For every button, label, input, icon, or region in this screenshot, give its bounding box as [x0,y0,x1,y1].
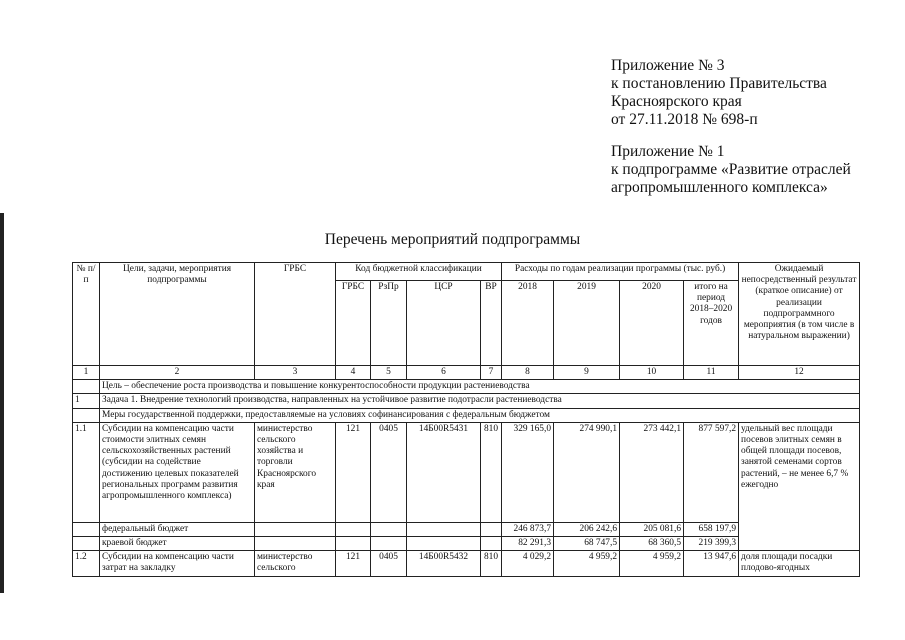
header-code-vr: ВР [481,281,502,366]
annex-line: к подпрограмме «Развитие отраслей [611,161,851,178]
column-number: 2 [100,366,255,380]
scan-edge-line [0,213,4,593]
empty-cell [73,380,100,394]
item-num: 1.2 [73,551,100,577]
annex-line: агропромышленного комплекса» [611,179,828,196]
regional-budget-label: краевой бюджет [100,537,255,551]
empty-cell [73,408,100,422]
item-result: доля площади посадки плодово-ягодных [739,551,860,577]
item-y2020: 4 959,2 [620,551,684,577]
regional-total: 219 399,3 [684,537,739,551]
measures-table [72,262,860,577]
header-year-2018: 2018 [502,281,554,366]
column-number: 7 [481,366,502,380]
task-text: Задача 1. Внедрение технологий производства, направленных на устойчивое развитие подотрасли растениеводства [100,394,860,408]
annex-line: Приложение № 3 [611,57,725,74]
empty-cell [255,537,336,551]
table-row [73,551,860,577]
item-result: удельный вес площади посевов элитных семян в общей площади посевов, занятой семенами сортов растений, – не менее 6,7 % ежегодно [739,422,860,550]
item-rzpr: 0405 [371,551,407,577]
measures-row [73,408,860,422]
header-row [73,263,860,281]
item-y2018: 329 165,0 [502,422,554,522]
header-num: № п/п [73,263,100,366]
column-number: 8 [502,366,554,380]
annex-line: от 27.11.2018 № 698-п [611,111,758,128]
regional-y2019: 68 747,5 [554,537,620,551]
item-csr: 14Б00R5431 [407,422,481,522]
column-number: 12 [739,366,860,380]
annex-line: Красноярского края [611,93,742,110]
empty-cell [73,537,100,551]
empty-cell [371,522,407,536]
task-row [73,394,860,408]
item-vr: 810 [481,422,502,522]
empty-cell [73,522,100,536]
table-row [73,422,860,522]
empty-cell [336,537,371,551]
item-grbs: министерство сельского хозяйства и торговли Красноярского края [255,422,336,522]
item-y2018: 4 029,2 [502,551,554,577]
document-title: Перечень мероприятий подпрограммы [324,231,581,248]
federal-y2019: 206 242,6 [554,522,620,536]
regional-y2018: 82 291,3 [502,537,554,551]
regional-y2020: 68 360,5 [620,537,684,551]
item-y2020: 273 442,1 [620,422,684,522]
header-grbs: ГРБС [255,263,336,366]
empty-cell [407,537,481,551]
item-vr: 810 [481,551,502,577]
annex-line: к постановлению Правительства [611,75,827,92]
item-code-grbs: 121 [336,551,371,577]
column-number-row [73,366,860,380]
annex-header-resolution [611,57,827,129]
empty-cell [481,537,502,551]
task-num: 1 [73,394,100,408]
item-grbs: министерство сельского [255,551,336,577]
item-rzpr: 0405 [371,422,407,522]
item-y2019: 274 990,1 [554,422,620,522]
federal-total: 658 197,9 [684,522,739,536]
header-year-2020: 2020 [620,281,684,366]
header-code-csr: ЦСР [407,281,481,366]
header-goals: Цели, задачи, мероприятия подпрограммы [100,263,255,366]
item-num: 1.1 [73,422,100,522]
federal-budget-label: федеральный бюджет [100,522,255,536]
empty-cell [407,522,481,536]
item-code-grbs: 121 [336,422,371,522]
item-total: 13 947,6 [684,551,739,577]
annex-line: Приложение № 1 [611,143,725,160]
column-number: 5 [371,366,407,380]
header-total: итого на период 2018–2020 годов [684,281,739,366]
empty-cell [481,522,502,536]
goal-row [73,380,860,394]
item-total: 877 597,2 [684,422,739,522]
item-name: Субсидии на компенсацию части стоимости элитных семян сельскохозяйственных растений (субсидии на содействие достижению целевых показателей региональных программ развития агропромышленного комплекса) [100,422,255,522]
column-number: 10 [620,366,684,380]
column-number: 9 [554,366,620,380]
item-name: Субсидии на компенсацию части затрат на закладку [100,551,255,577]
annex-header-subprogram [611,143,851,197]
federal-y2018: 246 873,7 [502,522,554,536]
header-result: Ожидаемый непосредственный результат (краткое описание) от реализации подпрограммного мероприятия (в том числе в натуральном выражении) [739,263,860,366]
column-number: 6 [407,366,481,380]
measures-text: Меры государственной поддержки, предоставляемые на условиях софинансирования с федеральным бюджетом [100,408,860,422]
item-y2019: 4 959,2 [554,551,620,577]
header-budget-code: Код бюджетной классификации [336,263,502,281]
column-number: 4 [336,366,371,380]
header-code-grbs: ГРБС [336,281,371,366]
column-number: 3 [255,366,336,380]
header-code-rzpr: РзПр [371,281,407,366]
column-number: 1 [73,366,100,380]
empty-cell [336,522,371,536]
goal-text: Цель – обеспечение роста производства и повышение конкурентоспособности продукции растениеводства [100,380,860,394]
item-csr: 14Б00R5432 [407,551,481,577]
header-year-2019: 2019 [554,281,620,366]
column-number: 11 [684,366,739,380]
empty-cell [371,537,407,551]
header-expenses: Расходы по годам реализации программы (тыс. руб.) [502,263,739,281]
empty-cell [255,522,336,536]
federal-y2020: 205 081,6 [620,522,684,536]
